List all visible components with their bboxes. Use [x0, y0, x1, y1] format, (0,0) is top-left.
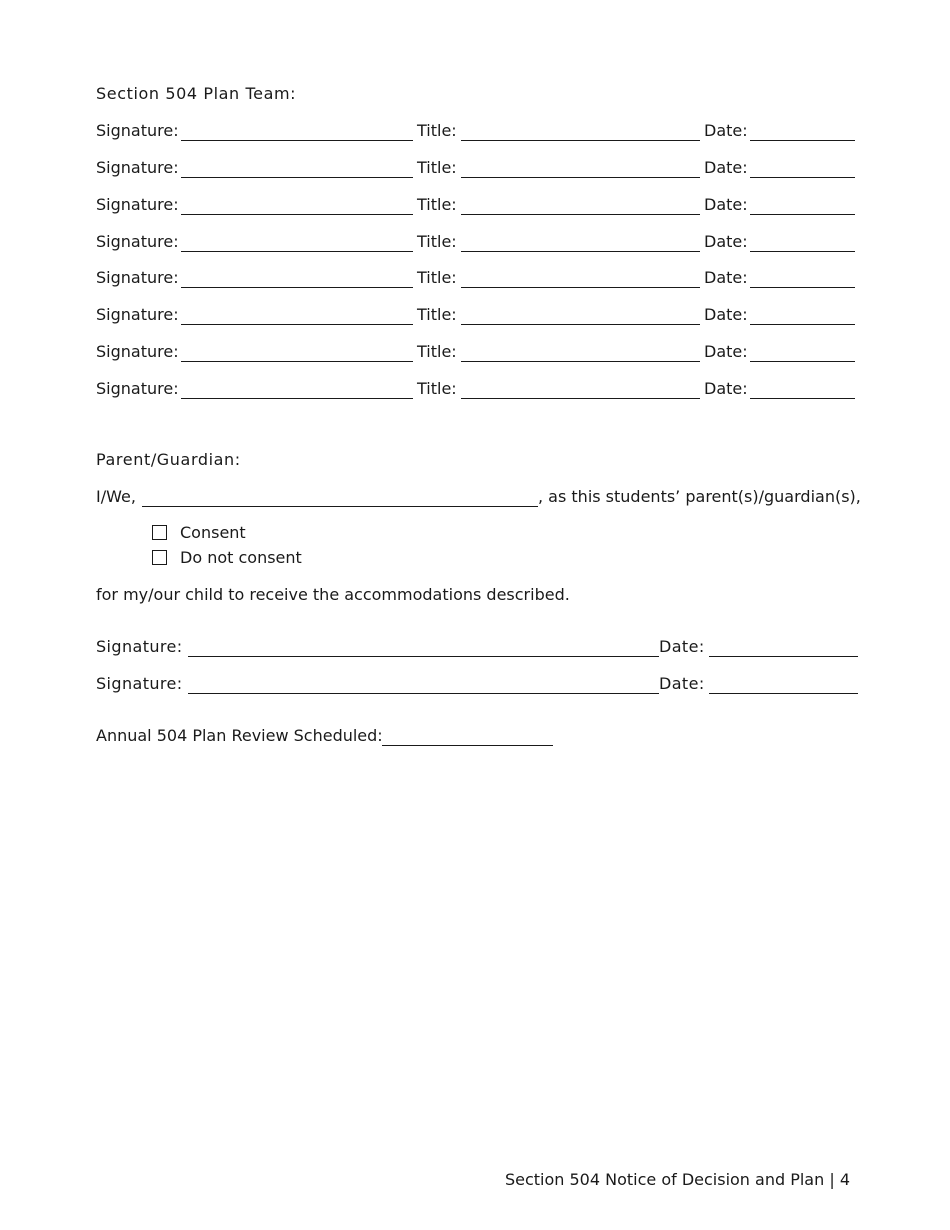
team-title-field[interactable] [461, 287, 700, 288]
review-row [96, 726, 556, 748]
team-title-label: Title: [417, 195, 457, 214]
team-date-label: Date: [704, 305, 748, 324]
parent-date-label: Date: [659, 637, 705, 656]
parent-signature-field[interactable] [188, 693, 659, 694]
team-date-field[interactable] [750, 177, 855, 178]
review-date-field[interactable] [382, 745, 553, 746]
team-title-label: Title: [417, 121, 457, 140]
parent-date-field[interactable] [709, 693, 858, 694]
team-title-label: Title: [417, 379, 457, 398]
team-signature-row [96, 305, 856, 327]
team-date-field[interactable] [750, 398, 855, 399]
parent-signature-row [96, 637, 860, 659]
team-signature-field[interactable] [181, 361, 413, 362]
team-signature-label: Signature: [96, 232, 179, 251]
page-footer: Section 504 Notice of Decision and Plan | 4 [504, 1170, 850, 1189]
team-title-field[interactable] [461, 214, 700, 215]
consent-label: Consent [180, 523, 246, 542]
consent-statement: for my/our child to receive the accommodations described. [96, 585, 570, 604]
team-date-label: Date: [704, 342, 748, 361]
team-title-label: Title: [417, 158, 457, 177]
team-signature-row [96, 379, 856, 401]
team-title-label: Title: [417, 305, 457, 324]
team-title-field[interactable] [461, 398, 700, 399]
team-date-field[interactable] [750, 324, 855, 325]
team-signature-field[interactable] [181, 251, 413, 252]
team-date-field[interactable] [750, 251, 855, 252]
parent-date-label: Date: [659, 674, 705, 693]
parent-heading: Parent/Guardian: [96, 450, 241, 469]
team-title-label: Title: [417, 342, 457, 361]
team-date-field[interactable] [750, 140, 855, 141]
parent-date-field[interactable] [709, 656, 858, 657]
parent-role-text: , as this students’ parent(s)/guardian(s), [538, 487, 861, 506]
team-title-field[interactable] [461, 324, 700, 325]
team-date-field[interactable] [750, 214, 855, 215]
team-date-label: Date: [704, 158, 748, 177]
team-signature-field[interactable] [181, 140, 413, 141]
team-signature-field[interactable] [181, 287, 413, 288]
team-title-field[interactable] [461, 251, 700, 252]
team-date-field[interactable] [750, 361, 855, 362]
parent-signature-row [96, 674, 860, 696]
team-signature-field[interactable] [181, 324, 413, 325]
team-date-label: Date: [704, 232, 748, 251]
team-signature-field[interactable] [181, 398, 413, 399]
team-signature-label: Signature: [96, 305, 179, 324]
team-title-label: Title: [417, 232, 457, 251]
team-signature-row [96, 121, 856, 143]
do-not-consent-label: Do not consent [180, 548, 302, 567]
team-title-field[interactable] [461, 177, 700, 178]
team-signature-label: Signature: [96, 268, 179, 287]
team-title-field[interactable] [461, 140, 700, 141]
parent-name-field[interactable] [142, 506, 538, 507]
team-date-label: Date: [704, 268, 748, 287]
parent-name-row [96, 487, 861, 509]
team-date-label: Date: [704, 195, 748, 214]
team-title-field[interactable] [461, 361, 700, 362]
review-label: Annual 504 Plan Review Scheduled: [96, 726, 383, 745]
team-signature-field[interactable] [181, 214, 413, 215]
team-heading: Section 504 Plan Team: [96, 84, 297, 103]
consent-checkbox[interactable] [152, 525, 167, 540]
team-signature-row [96, 342, 856, 364]
team-signature-label: Signature: [96, 158, 179, 177]
team-date-label: Date: [704, 379, 748, 398]
team-signature-row [96, 268, 856, 290]
team-signature-row [96, 158, 856, 180]
parent-signature-field[interactable] [188, 656, 659, 657]
team-signature-row [96, 195, 856, 217]
team-signature-field[interactable] [181, 177, 413, 178]
do-not-consent-checkbox[interactable] [152, 550, 167, 565]
team-signature-label: Signature: [96, 121, 179, 140]
team-date-field[interactable] [750, 287, 855, 288]
parent-signature-label: Signature: [96, 674, 183, 693]
team-title-label: Title: [417, 268, 457, 287]
team-signature-label: Signature: [96, 379, 179, 398]
team-signature-row [96, 232, 856, 254]
iwe-label: I/We, [96, 487, 136, 506]
team-signature-label: Signature: [96, 195, 179, 214]
team-signature-label: Signature: [96, 342, 179, 361]
parent-signature-label: Signature: [96, 637, 183, 656]
team-date-label: Date: [704, 121, 748, 140]
